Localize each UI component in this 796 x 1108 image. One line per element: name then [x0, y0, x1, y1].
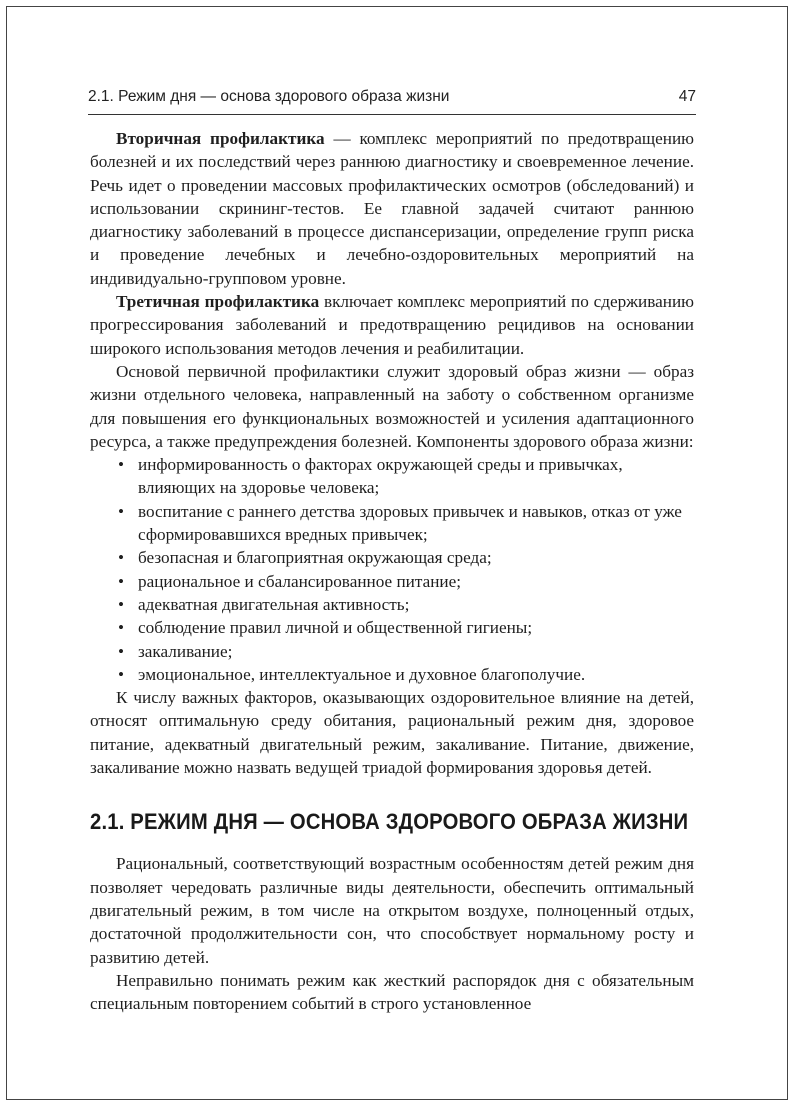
section-heading: 2.1. РЕЖИМ ДНЯ — ОСНОВА ЗДОРОВОГО ОБРАЗА ЖИЗНИ [90, 809, 689, 835]
bullet-icon: • [118, 664, 125, 684]
bullet-icon: • [118, 501, 125, 521]
header-rule [88, 114, 696, 115]
running-header-title: 2.1. Режим дня — основа здорового образа жизни [88, 88, 450, 105]
paragraph-primary-prevention: Основой первичной профилактики служит здоровый образ жизни — образ жизни отдельного человека, направленный на заботу о собственном организме для повышения его функциональных возможностей и усиления адаптационного ресурса, а также предупреждения болезней. Компоненты здорового образа жизни: [90, 361, 694, 451]
list-item: • рациональное и сбалансированное питание; [90, 570, 694, 593]
bullet-icon: • [118, 594, 125, 614]
list-item: • соблюдение правил личной и общественной гигиены; [90, 616, 694, 639]
paragraph-tertiary-prevention [90, 290, 694, 360]
paragraph-text: — комплекс мероприятий по предотвращению болезней и их последствий через раннюю диагностику и своевременное лечение. Речь идет о проведении массовых профилактических осмотров (обследований) и использовании скрининг-тестов. Ее главной задачей считают раннюю диагностику заболеваний в процессе диспансеризации, определение групп риска и проведение лечебных и лечебно-оздоровительных мероприятий на индивидуально-групповом уровне. [90, 129, 695, 288]
term-secondary-prevention: Вторичная профилактика [116, 129, 325, 148]
paragraph-important-factors: К числу важных факторов, оказывающих оздоровительное влияние на детей, относят оптимальную среду обитания, рациональный режим дня, здоровое питание, адекватный двигательный режим, закаливание. Питание, движение, закаливание можно назвать ведущей триадой формирования здоровья детей. [90, 688, 694, 778]
bullet-icon: • [118, 618, 125, 638]
paragraph-secondary-prevention [90, 127, 694, 290]
bullet-icon: • [118, 548, 125, 568]
page-body [90, 127, 694, 1015]
bullet-icon: • [118, 571, 125, 591]
page-number: 47 [678, 88, 696, 105]
list-item: • закаливание; [90, 640, 694, 663]
bullet-icon: • [118, 641, 125, 661]
paragraph-regime-misunderstanding: Неправильно понимать режим как жесткий распорядок дня с обязательным специальным повторением событий в строго установленное [90, 970, 694, 1014]
list-item: • информированность о факторах окружающей среды и привычках, влияющих на здоровье человека; [118, 455, 623, 498]
list-item: • адекватная двигательная активность; [90, 593, 694, 616]
bullet-icon: • [118, 455, 125, 475]
term-tertiary-prevention: Третичная профилактика [116, 292, 320, 312]
list-item: • безопасная и благоприятная окружающая среда; [90, 546, 694, 569]
paragraph-rational-regime: Рациональный, соответствующий возрастным особенностям детей режим дня позволяет чередовать различные виды деятельности, обеспечить оптимальный двигательный режим, в том числе на открытом воздухе, полноценный отдых, достаточной продолжительности сон, что способствует нормальному росту и развитию детей. [90, 854, 694, 967]
healthy-lifestyle-components-list [90, 453, 694, 686]
paragraph-text: включает комплекс мероприятий по сдерживанию прогрессирования заболеваний и предотвращению рецидивов на основании широкого использования методов лечения и реабилитации. [90, 292, 694, 358]
list-item: • эмоциональное, интеллектуальное и духовное благополучие. [90, 663, 694, 686]
list-item: • воспитание с раннего детства здоровых привычек и навыков, отказ от уже сформировавшихся вредных привычек; [118, 501, 682, 545]
